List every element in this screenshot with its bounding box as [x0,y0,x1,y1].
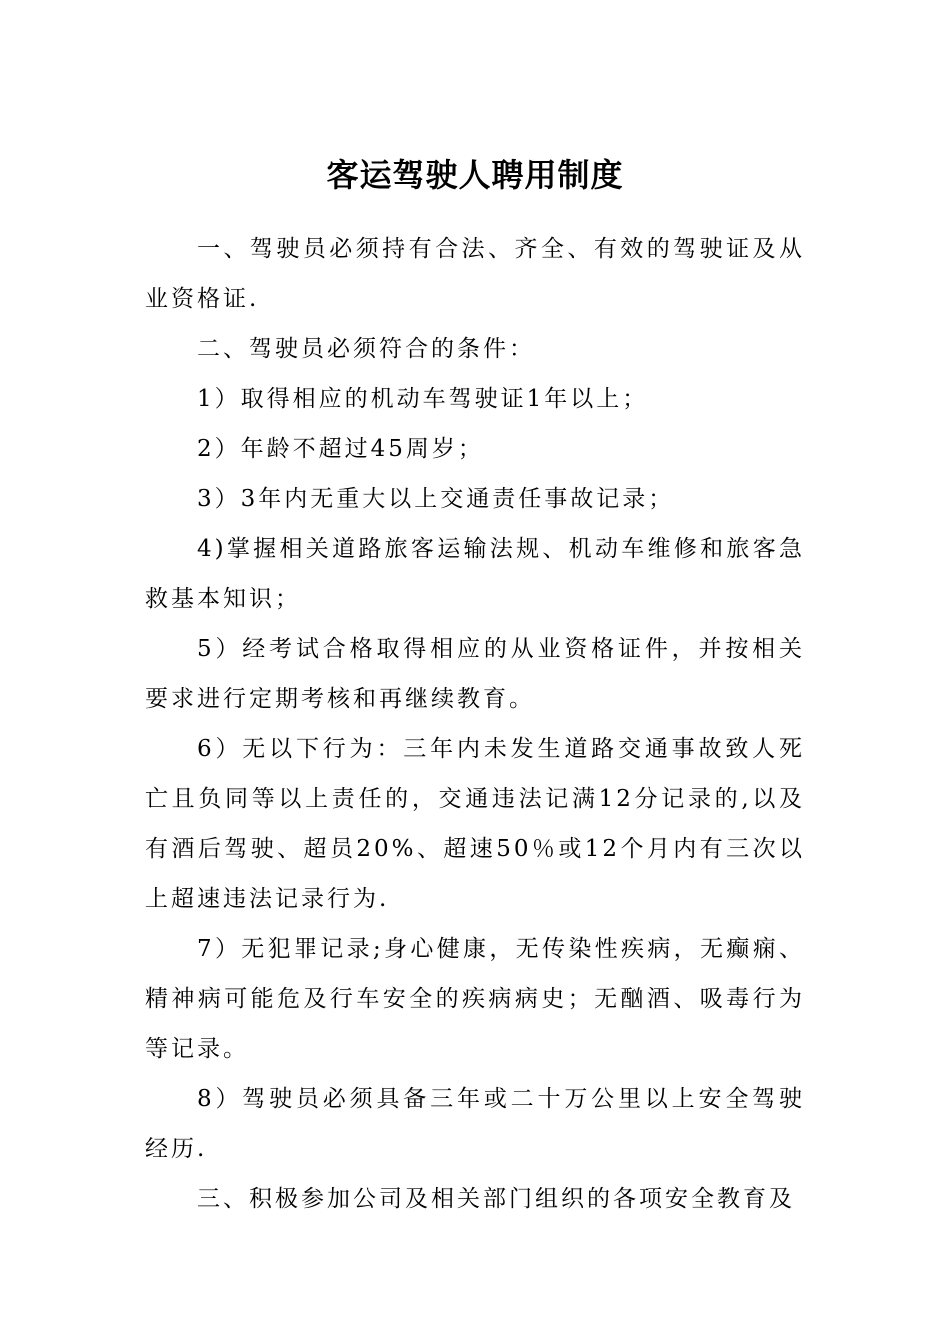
paragraph-condition-8: 8）驾驶员必须具备三年或二十万公里以上安全驾驶经历. [145,1086,805,1162]
paragraph-safety-education: 三、积极参加公司及相关部门组织的各项安全教育及 [197,1186,795,1212]
document-title: 客运驾驶人聘用制度 [326,156,624,194]
paragraph-condition-5: 5）经考试合格取得相应的从业资格证件，并按相关要求进行定期考核和再继续教育。 [145,636,805,712]
paragraph-conditions-heading: 二、驾驶员必须符合的条件： [197,336,535,362]
paragraph-condition-1: 1）取得相应的机动车驾驶证1年以上； [197,386,649,412]
paragraph-license-requirement: 一、驾驶员必须持有合法、齐全、有效的驾驶证及从业资格证. [145,236,805,312]
document-body [145,224,805,1224]
paragraph-condition-4: 4)掌握相关道路旅客运输法规、机动车维修和旅客急救基本知识； [145,536,805,612]
paragraph-condition-7: 7）无犯罪记录;身心健康，无传染性疾病，无癫痫、精神病可能危及行车安全的疾病病史；无酗酒、吸毒行为等记录。 [145,936,805,1062]
paragraph-condition-2: 2）年龄不超过45周岁； [197,436,484,462]
paragraph-condition-3: 3）3年内无重大以上交通责任事故记录； [197,486,675,512]
paragraph-condition-6: 6）无以下行为：三年内未发生道路交通事故致人死亡且负同等以上责任的，交通违法记满12分记录的,以及有酒后驾驶、超员20%、超速50％或12个月内有三次以上超速违法记录行为. [145,736,805,912]
